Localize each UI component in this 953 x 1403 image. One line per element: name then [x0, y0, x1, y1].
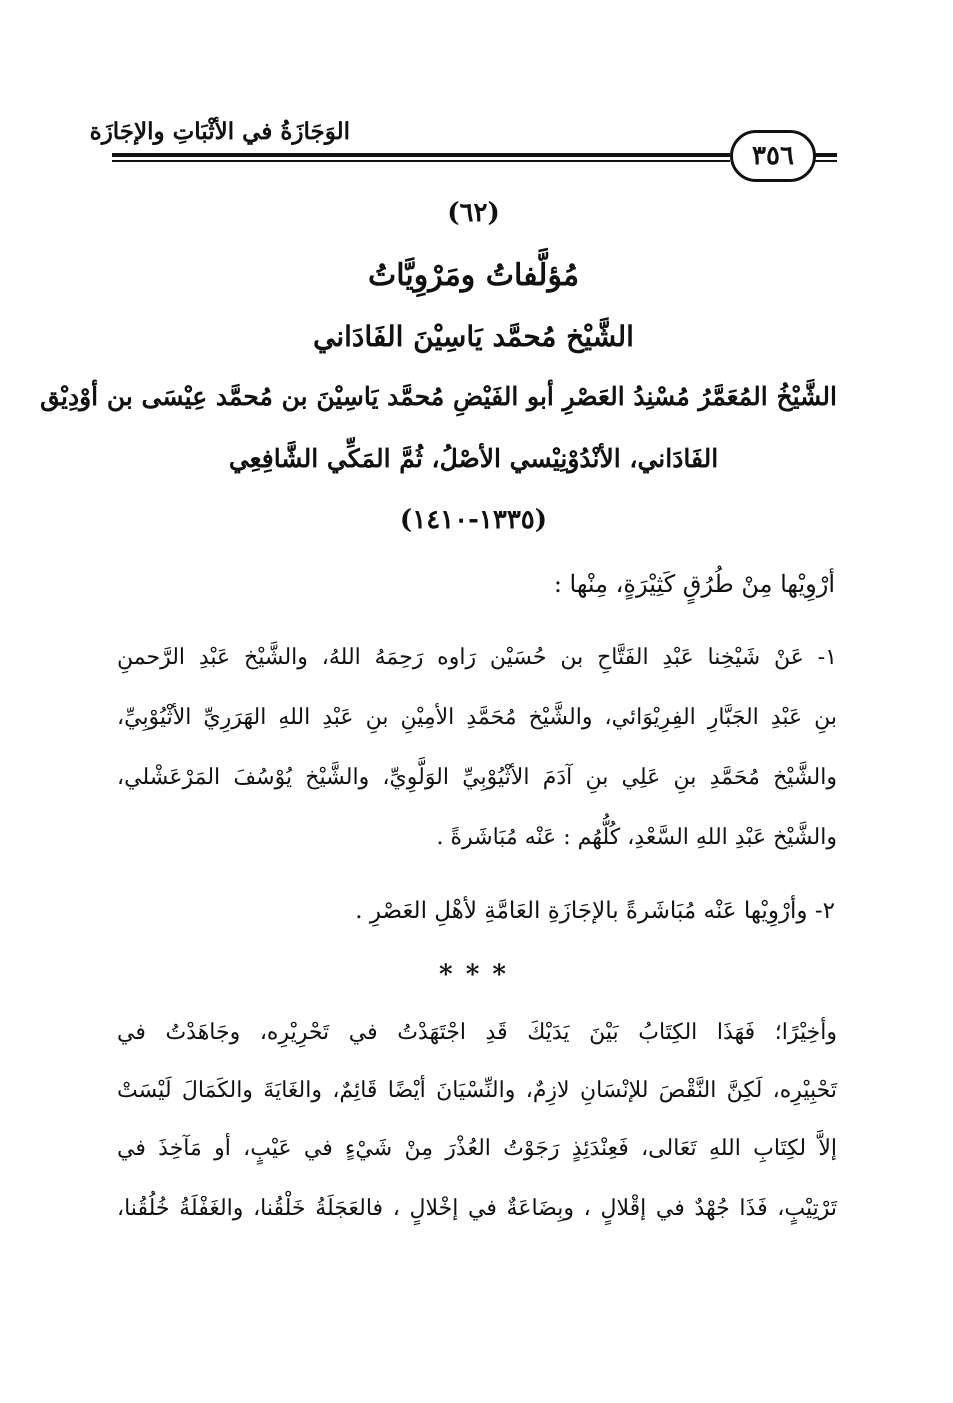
life-dates: (١٣٣٥-١٤١٠): [399, 505, 548, 535]
closing-line: تَرْتِيْبٍ، فَذَا جُهْدٌ في إقْلالٍ ، وبِضَاعَةٌ في إخْلالٍ ، فالعَجَلَةُ خَلْقُنا، والغَفْلَةُ خُلُقُنا،: [117, 1196, 837, 1221]
running-title: الوَجَازَةُ في الأثْبَاتِ والإجَازَة: [89, 118, 350, 145]
header-rule-right-thin: [815, 160, 837, 162]
item1-line: ١- عَنْ شَيْخِنا عَبْدِ الفَتَّاحِ بن حُسَيْن رَاوه رَحِمَهُ اللهُ، والشَّيْخ عَبْدِ الرَّحمنِ: [117, 645, 837, 670]
item1-line: بنِ عَبْدِ الجَبَّارِ الفِرِيْوَائي، والشَّيْخ مُحَمَّدِ الأمِيْنِ بنِ عَبْدِ اللهِ الهَرَرِيِّ الأثْيُوْبِيِّ،: [117, 705, 837, 730]
header-rule-thin: [112, 160, 730, 162]
item1-line: والشَّيْخ عَبْدِ اللهِ السَّعْدِ، كُلُّهُم : عَنْه مُبَاشَرةً .: [436, 825, 837, 850]
page-number: ٣٥٦: [730, 130, 816, 182]
full-name-line-2: الفَادَاني، الأنْدُوْنِيْسي الأصْلُ، ثُمَّ المَكِّي الشَّافِعِي: [228, 444, 719, 473]
header-rule-right-thick: [815, 153, 837, 157]
item1-line: والشَّيْخ مُحَمَّدِ بنِ عَلِي بنِ آدَمَ الأثْيُوْبِيِّ الوَلَّوِيِّ، والشَّيْخ يُوْسُفَ المَرْعَشْلي،: [117, 765, 837, 790]
closing-line: وأخِيْرًا؛ فَهَذَا الكِتَابُ بَيْنَ يَدَيْكَ قَدِ اجْتَهَدْتُ في تَحْرِيْرِه، وجَاهَدْتُ في: [117, 1020, 837, 1045]
closing-line: تَحْبِيْرِه، لَكِنَّ النَّقْصَ للإنْسَانِ لازِمٌ، والنِّسْيَانَ أيْضًا قَائِمٌ، والغَايَةَ والكَمَالَ لَيْسَتْ: [117, 1078, 837, 1103]
header-rule-thick: [112, 153, 730, 157]
full-name-line-1: الشَّيْخُ المُعَمَّرُ مُسْنِدُ العَصْرِ أبو الفَيْضِ مُحمَّد يَاسِيْنَ بن مُحمَّد عِيْسَى بن أوْدِيْق: [40, 382, 837, 411]
section-separator: * * *: [439, 960, 508, 990]
intro-text: أرْوِيْها مِنْ طُرُقٍ كَثِيْرَةٍ، مِنْها :: [553, 570, 835, 598]
entry-number: (٦٢): [447, 198, 500, 228]
entry-title: مُؤلَّفاتُ ومَرْوِيَّاتُ: [367, 258, 580, 293]
subject-name: الشَّيْخ مُحمَّد يَاسِيْنَ الفَادَاني: [313, 320, 634, 353]
closing-line: إلاَّ لكِتَابِ اللهِ تَعَالى، فَعِنْدَئِذٍ رَجَوْتُ العُذْرَ مِنْ شَيْءٍ في عَيْبٍ، أو مَآخِذَ في: [117, 1136, 837, 1161]
item2-text: ٢- وأرْوِيْها عَنْه مُبَاشَرةً بالإجَازَةِ العَامَّةِ لأهْلِ العَصْرِ .: [355, 898, 835, 924]
